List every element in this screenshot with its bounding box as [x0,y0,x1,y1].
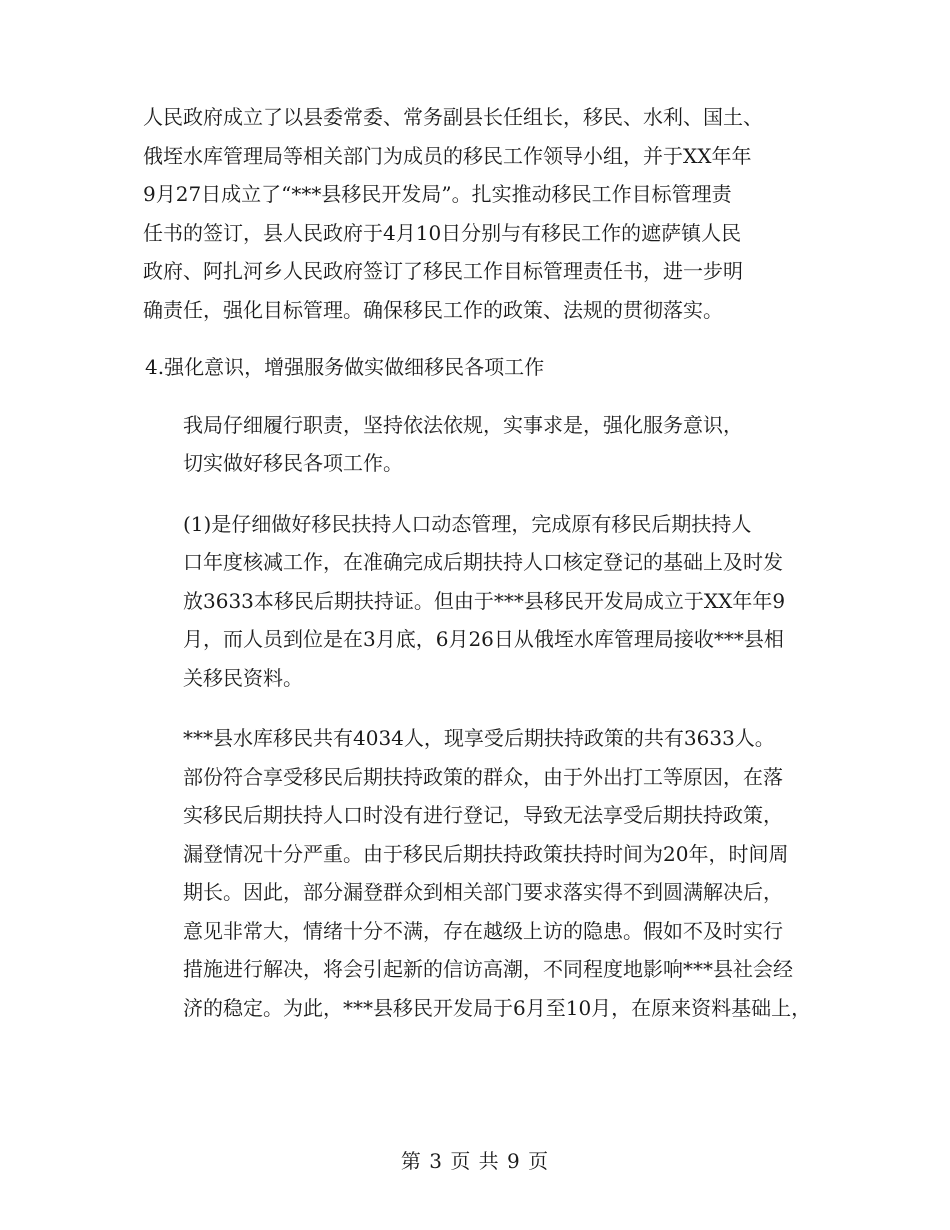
paragraph-gap [143,697,823,719]
paragraph-gap [143,387,823,406]
paragraph-duties: 我局仔细履行职责，坚持依法依规，实事求是，强化服务意识， 切实做好移民各项工作。 [183,412,743,475]
paragraph-leadership-group: 人民政府成立了以县委常委、常务副县长任组长，移民、水利、国土、 俄垤水库管理局等相关部门为成员的移民工作领导小组，并于XX年年 9月27日成立了“***县移民开发局”。扎实推动移民工作目标管理责 任书的签订，县人民政府于4月10日分别与有移民工作的遮萨镇人民 政府、阿扎河乡人民政府签订了移民工作目标管理责任书，进一步明 确责任，强化目标管理。确保移民工作的政策、法规的贯彻落实。 [143,105,763,322]
paragraph-reservoir-migrants: ***县水库移民共有4034人，现享受后期扶持政策的共有3633人。 部份符合享受移民后期扶持政策的群众，由于外出打工等原因，在落 实移民后期扶持人口时没有进行登记，导致无法享受后期扶持政策， 漏登情况十分严重。由于移民后期扶持政策扶持时间为20年，时间周 期长。因此，部分漏登群众到相关部门要求落实得不到圆满解决后， 意见非常大，情绪十分不满，存在越级上访的隐患。假如不及时实行 措施进行解决，将会引起新的信访高潮，不同程度地影响***县社会经 济的稳定。为此，***县移民开发局于6月至10月，在原来资料基础上， [183,726,812,1020]
paragraph-population-management: (1)是仔细做好移民扶持人口动态管理，完成原有移民后期扶持人 口年度核减工作，在准确完成后期扶持人口核定登记的基础上及时发 放3633本移民后期扶持证。但由于***县移民开发局成立于XX年年9 月，而人员到位是在3月底，6月26日从俄垤水库管理局接收***县相 关移民资料。 [183,511,786,690]
document-body [143,98,823,1027]
page-number-footer: 第 3 页 共 9 页 [400,1149,550,1173]
paragraph-gap [143,483,823,505]
paragraph-gap [143,329,823,348]
section-heading: 4.强化意识，增强服务做实做细移民各项工作 [145,355,545,379]
